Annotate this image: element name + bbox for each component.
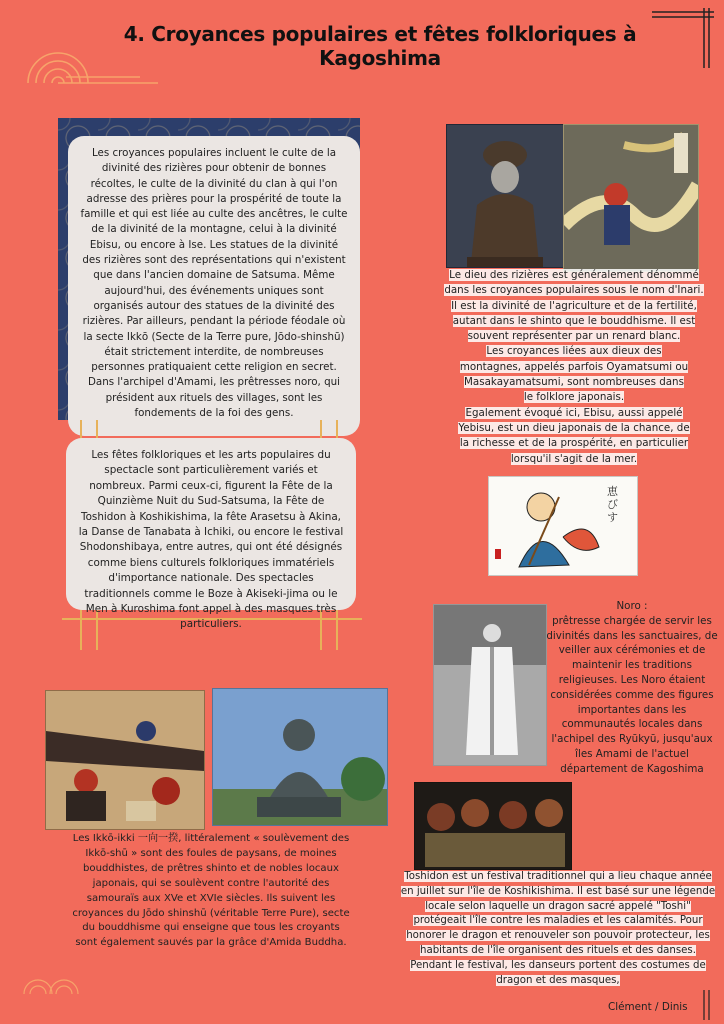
noro-title: Noro : [616,600,648,612]
fan-icon [20,968,80,998]
noro-priestess-photo [433,604,547,766]
dragon-print-icon [564,125,698,271]
ebisu-drawing [488,476,638,576]
noro-text: prêtresse chargée de servir les divinités dans les sanctuaires, de veiller aux cérémonies et de maintenir les traditions religieuses. Les Noro étaient considérées comme des figures importantes dans les communautés locales dans l'achipel des Ryūkyū, jusqu'aux îles Amami de l'actuel département de Kagoshima [546,614,718,775]
dragon-woodblock-print [563,124,699,272]
caption-ebisu-text: Egalement évoqué ici, Ebisu, aussi appelé Yebisu, est un dieu japonais de la chance, de la richesse et de la prospérité, en particulier lorsqu'il s'agit de la mer. [458,406,690,465]
caption-rice-god-text: Le dieu des rizières est généralement dénommé dans les croyances populaires sous le nom d'Inari. Il est la divinité de l'agriculture et de la fertilité, autant dans le shinto que le bouddhisme. Il est souvent représenter par un renard blanc. [444,269,704,343]
toshidon-text: Toshidon est un festival traditionnel qui a lieu chaque année en juillet sur l'île de Koshikishima. Il est basé sur une légende locale selon laquelle un dragon sacré appelé "Toshi" protégeait l'île contre les maladies et les calamités. Pour honorer le dragon et renouveler son pouvoir protecteur, les habitants de l'île organisent des rituels et des danses. Pendant le festival, les danseurs portent des costumes de dragon et des masques, [400,871,716,986]
text-card-festivals [72,444,350,631]
page-title: 4. Croyances populaires et fêtes folkloriques à Kagoshima [123,22,637,70]
buddha-icon [213,689,387,825]
noro-caption [546,599,718,777]
authors-credit: Clément / Dinis [608,1001,688,1013]
ebisu-kanji: 恵びす [607,485,618,524]
battle-print-icon [46,691,204,829]
toshidon-caption [398,870,718,988]
rice-deity-statue-photo [446,124,564,268]
great-buddha-photo [212,688,388,826]
beliefs-paragraph: Les croyances populaires incluent le culte de la divinité des rizières pour obtenir de bonnes récoltes, le culte de la divinité du clan à qui l'on adresse des prières pour la prospérité de toute la famille et qui est liée au culte des ancêtres, le culte de la divinité de la montagne, celui à la divinité Ebisu, ou encore à Ise. Les statues de la divinité des rizières sont des représentations qui n'existent que dans l'ancien domaine de Satsuma. Même aujourd'hui, des événements uniques sont organisés autour des statues de la divinité des rizières. Par ailleurs, pendant la période féodale où la secte Ikkō (Secte de la Terre pure, Jōdo-shinshū) était strictement interdite, de nombreuses personnes pratiquaient cette religion en secret. Dans l'archipel d'Amami, les prêtresses noro, qui président aux rituels des villages, sont les fondements de la foi des gens. [80,147,348,420]
caption-ebisu [453,406,695,467]
ikko-battle-print [45,690,205,830]
priestess-icon [434,605,546,765]
ikko-text: Les Ikkō-ikki 一向一揆, littéralement « soulèvement des Ikkō-shū » sont des foules de paysans, de moines bouddhistes, de prêtres shinto et de nobles locaux japonais, qui se soulèvent contre l'autorité des samouraïs aux XVe et XVIe siècles. Ils suivent les croyances du Jōdo shinshū (véritable Terre Pure), secte du bouddhisme qui enseigne que tous les croyants sont également sauvés par la grâce d'Amida Buddha. [72,833,350,949]
ikko-caption [70,832,352,951]
toshidon-masks-photo [414,782,572,870]
text-card-beliefs [74,142,354,430]
caption-mountain-gods [459,344,689,405]
caption-rice-god [443,268,705,344]
corner-lines-bottom-icon [700,990,720,1020]
statue-icon [447,125,563,267]
masks-icon [415,783,571,869]
caption-deities [443,268,705,467]
corner-decoration-bottom-right [700,990,720,1020]
toshidon-text-block [398,870,718,988]
festivals-paragraph: Les fêtes folkloriques et les arts populaires du spectacle sont particulièrement variés et nombreux. Parmi ceux-ci, figurent la Fête de la Quinzième Nuit du Sud-Satsuma, la Fête de Toshidon à Koshikishima, la fête Arasetsu à Akina, la Danse de Tanabata à Ichiki, ou encore le festival Shodonshibaya, entre autres, qui ont été désignés comme biens culturels folkloriques immatériels d'importance nationale. Des spectacles traditionnels comme le Boze à Akiseki-jima ou le Men à Kuroshima font appel à des masques très particuliers. [78,449,344,631]
fan-decoration-bottom-left [20,968,80,998]
caption-mountain-text: Les croyances liées aux dieux des montagnes, appelés parfois Oyamatsumi ou Masakayamatsumi, sont nombreuses dans le folklore japonais. [459,345,689,404]
